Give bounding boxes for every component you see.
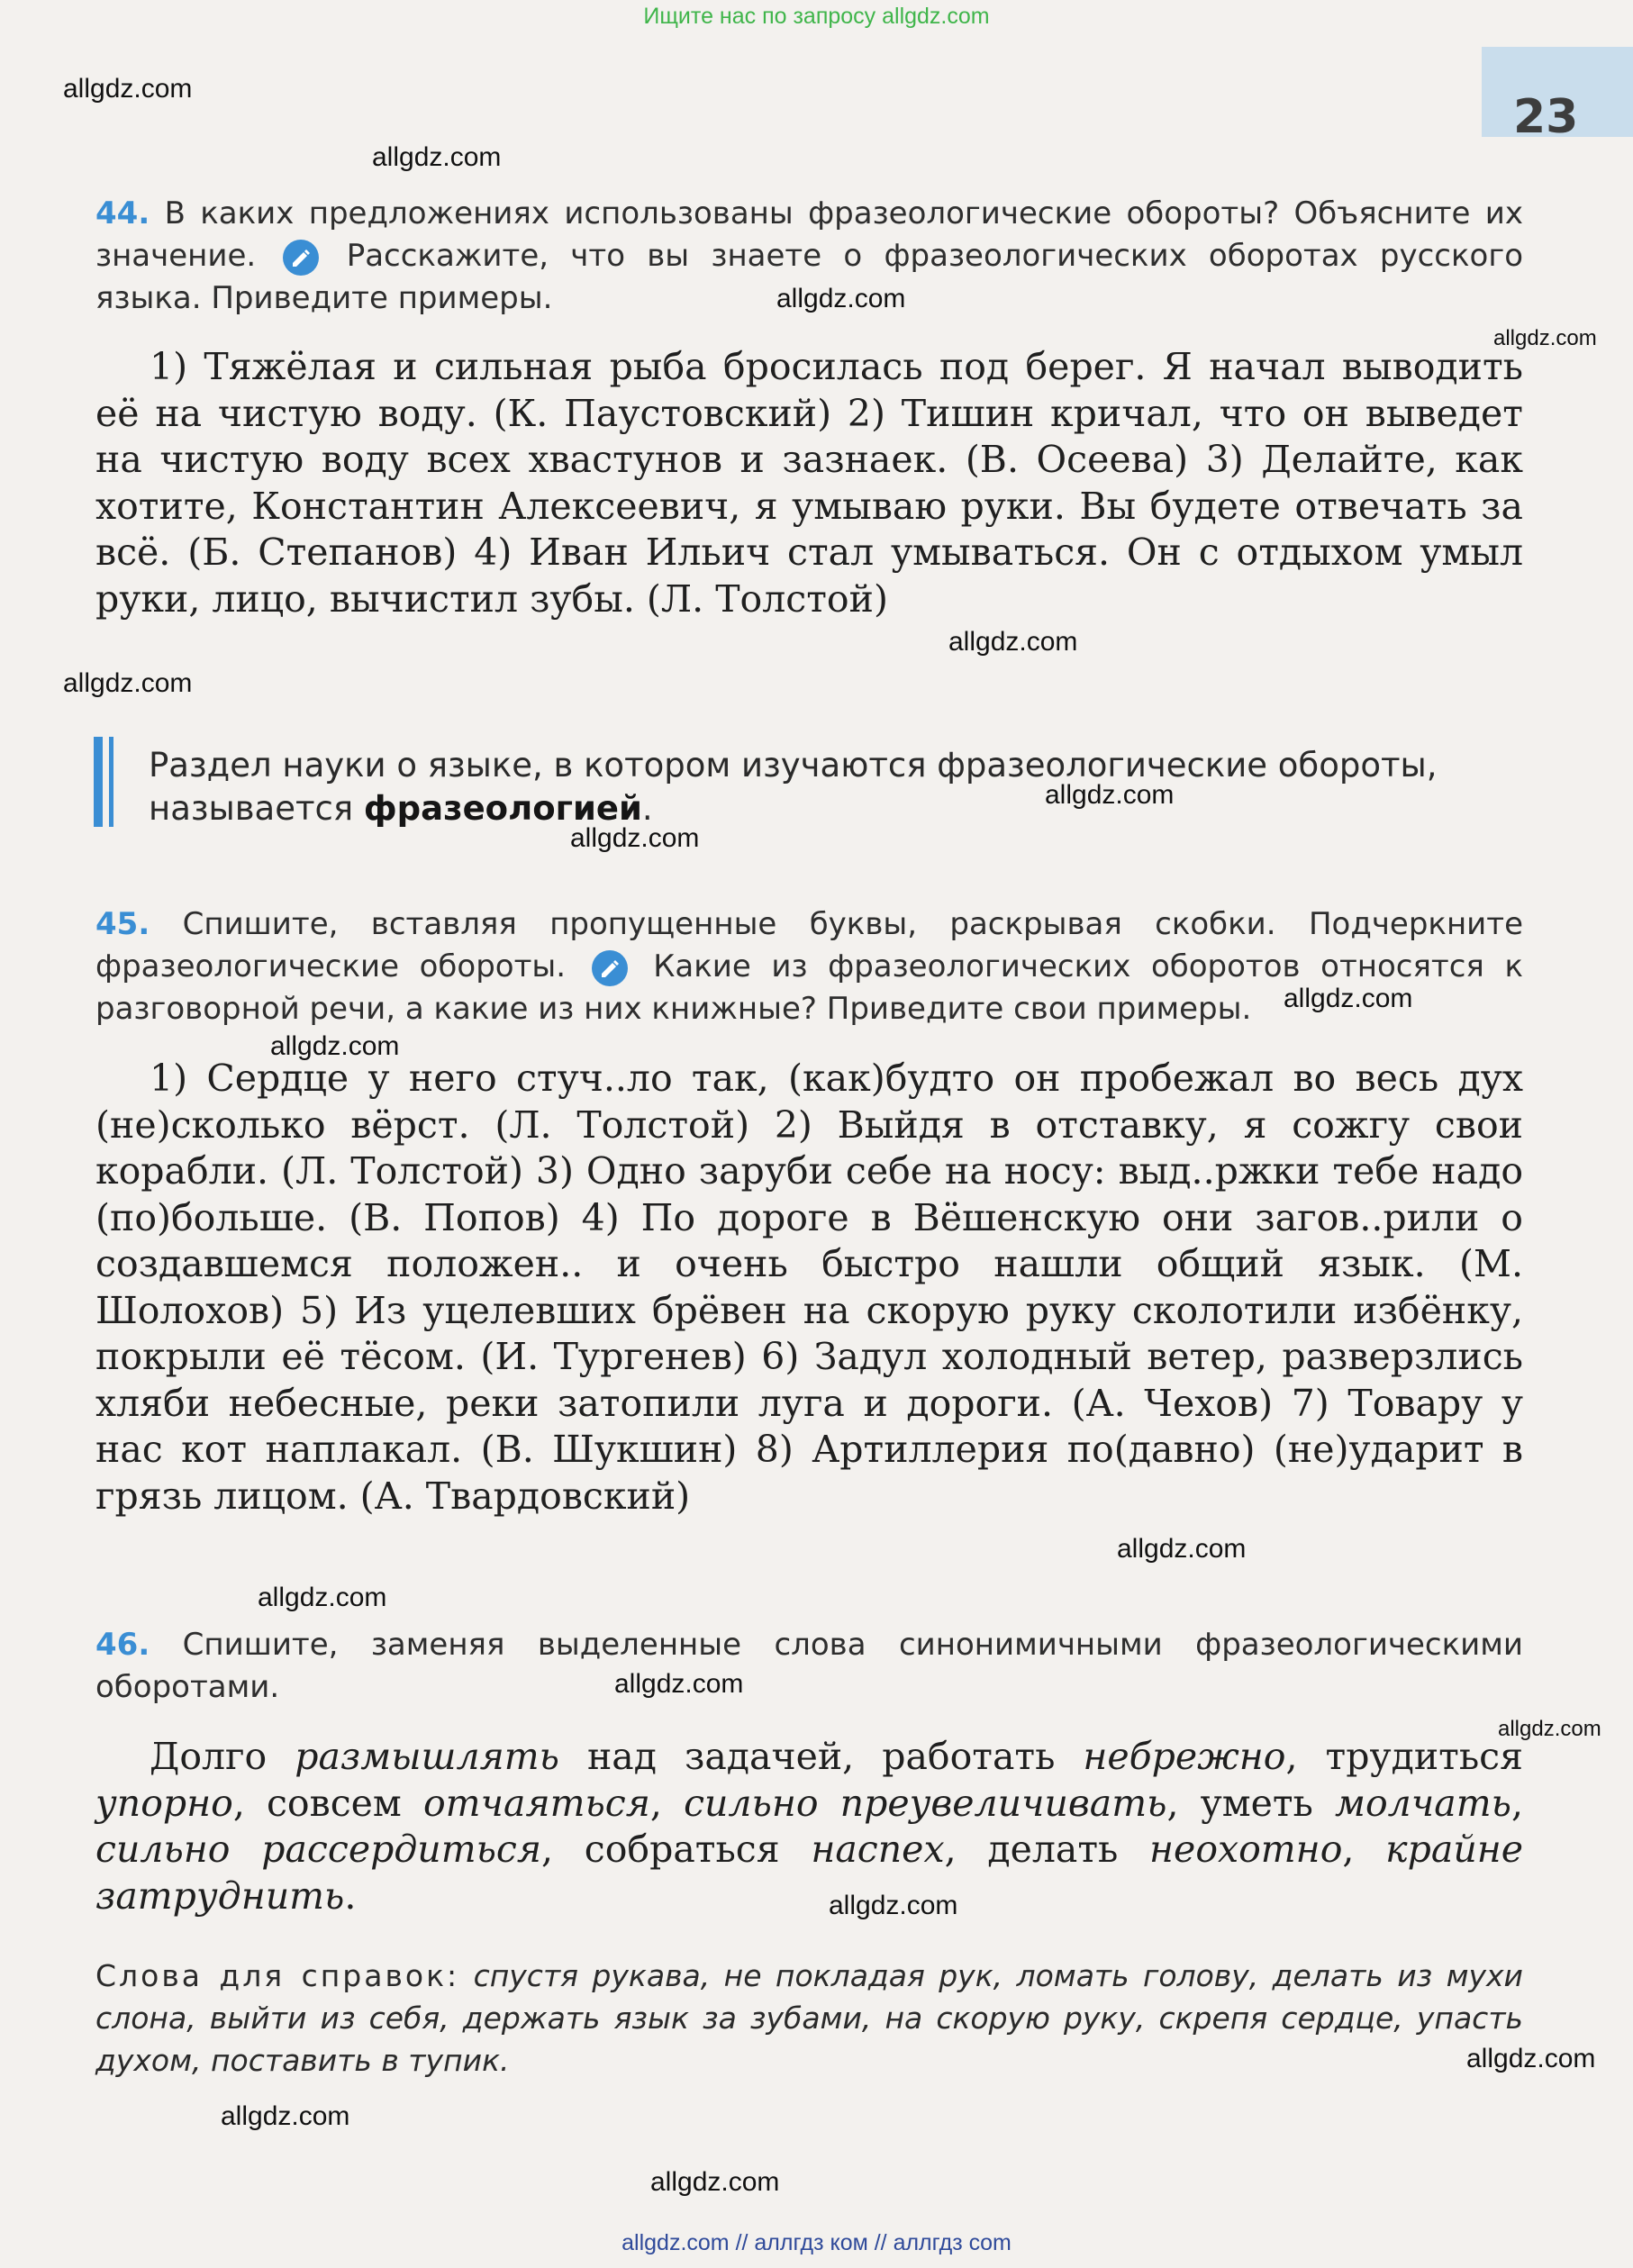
watermark: allgdz.com [614,1669,744,1699]
rule-marker-bar [94,737,103,827]
watermark: allgdz.com [776,284,906,313]
watermark: allgdz.com [1498,1717,1601,1741]
watermark: allgdz.com [1117,1534,1247,1564]
rule-definition: Раздел науки о языке, в котором изучаются фразеологические обороты, называется фразеологией. [149,746,1438,828]
task-45-number: 45. [95,906,150,942]
phrase-text: , собраться [541,1828,812,1871]
page-number: 23 [1513,90,1579,144]
phrase-text: над задачей, работать [558,1735,1084,1778]
watermark: allgdz.com [650,2167,780,2197]
phrase-text: , [1511,1781,1523,1825]
phrase-text: , [1342,1828,1386,1871]
reference-words [95,1955,1523,2082]
rule-term: фразеологией [363,789,642,828]
pencil-icon [283,240,319,276]
task-44-text-b: Расскажите, что вы знаете о фразеологических оборотах русского языка. Приведите примеры. [95,238,1523,316]
watermark: allgdz.com [829,1891,958,1920]
watermark: allgdz.com [372,142,502,172]
task-44-text-a: В каких предложениях использованы фразеологические обороты? Объясните их значение. [95,195,1523,274]
rule-marker-bar-thin [109,737,113,827]
watermark: allgdz.com [258,1583,387,1612]
highlighted-word: упорно [95,1781,233,1825]
pencil-icon [592,950,628,986]
reference-label: Слова для справок: [95,1958,460,1993]
watermark: allgdz.com [570,823,700,853]
task-46-number: 46. [95,1627,150,1663]
task-46-phrases [95,1734,1523,1919]
watermark: allgdz.com [1045,780,1175,810]
highlighted-word: наспех [811,1828,945,1871]
phrase-text: , совсем [232,1781,423,1825]
phrase-text: . [344,1873,357,1918]
top-banner[interactable]: Ищите нас по запросу allgdz.com [643,4,990,29]
phrase-text: , [649,1781,685,1825]
phrase-text: , трудиться [1285,1735,1523,1778]
watermark: allgdz.com [63,74,193,104]
task-46-instructions [95,1624,1523,1709]
task-46-text: Спишите, заменяя выделенные слова синонимичными фразеологическими оборотами. [95,1627,1523,1705]
highlighted-word: молчать [1335,1781,1511,1825]
watermark: allgdz.com [1284,984,1413,1013]
highlighted-word: сильно преувеличивать [684,1781,1167,1825]
task-45-text-a: Спишите, вставляя пропущенные буквы, раскрывая скобки. Подчеркните фразеологические обороты. [95,906,1524,984]
highlighted-word: размышлять [295,1735,559,1778]
highlighted-word: отчаяться [422,1781,650,1825]
task-44-sentences: 1) Тяжёлая и сильная рыба бросилась под берег. Я начал выводить её на чистую воду. (К. Паустовский) 2) Тишин кричал, что он выведет на чистую воду всех хвастунов и зазнаек. (В. Осеева) 3) Делайте, как хотите, Константин Алексеевич, я умываю руки. Вы будете отвечать за всё. (Б. Степанов) 4) Иван Ильич стал умываться. Он с отдыхом умыл руки, лицо, вычистил зубы. (Л. Толстой) [95,345,1523,621]
watermark: allgdz.com [1493,326,1597,350]
reference-list: спустя рукава, не покладая рук, ломать голову, делать из мухи слона, выйти из себя, держать язык за зубами, на скорую руку, скрепя сердце, упасть духом, поставить в тупик. [95,1958,1523,2078]
task-45-text-b: Какие из фразеологических оборотов относятся к разговорной речи, а какие из них книжные? Приведите свои примеры. [95,948,1524,1027]
highlighted-word: неохотно [1149,1828,1343,1871]
highlighted-word: сильно рассердиться [95,1828,542,1871]
phrase-text: , уметь [1166,1781,1335,1825]
highlighted-word: крайне затруднить [95,1828,1523,1918]
phrase-text: Долго [150,1735,295,1778]
watermark: allgdz.com [948,627,1078,657]
watermark: allgdz.com [221,2101,350,2131]
task-45-sentences: 1) Сердце у него стуч..ло так, (как)будто он пробежал во весь дух (не)сколько вёрст. (Л. Толстой) 2) Выйдя в отставку, я сожгу свои корабли. (Л. Толстой) 3) Одно заруби себе на носу: выд..ржки тебе надо (по)больше. (В. Попов) 4) По дороге в Вёшенскую они загов..рили о создавшемся положен.. и очень быстро нашли общий язык. (М. Шолохов) 5) Из уцелевших брёвен на скорую руку сколотили избёнку, покрыли её тёсом. (И. Тургенев) 6) Задул холодный ветер, разверзлись хляби небесные, реки затопили луга и дороги. (А. Чехов) 7) Товару у нас кот наплакал. (В. Шукшин) 8) Артиллерия по(давно) (не)ударит в грязь лицом. (А. Твардовский) [95,1057,1523,1518]
task-44-number: 44. [95,195,150,231]
watermark: allgdz.com [1466,2044,1596,2073]
watermark: allgdz.com [63,668,193,698]
phrase-text: , делать [944,1828,1150,1871]
bottom-banner[interactable]: allgdz.com // аллгдз ком // аллгдз com [621,2230,1012,2255]
highlighted-word: небрежно [1083,1735,1286,1778]
watermark: allgdz.com [270,1031,400,1061]
